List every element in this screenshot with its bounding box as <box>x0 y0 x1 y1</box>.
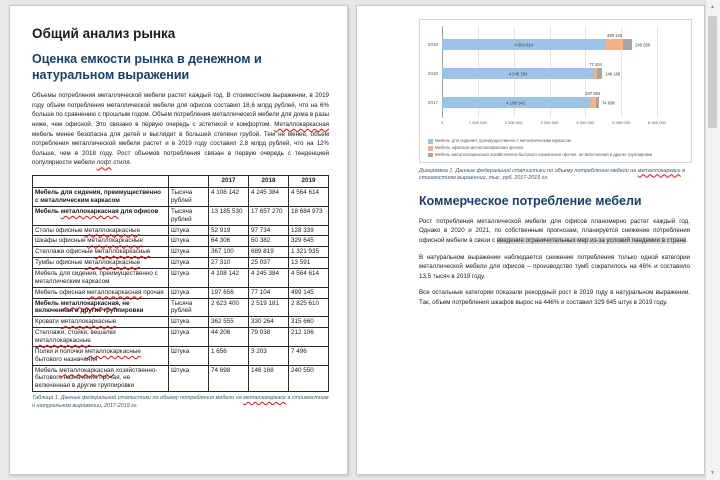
text-run: бытового назначения <box>35 355 98 363</box>
table-header-year: 2017 <box>209 176 249 188</box>
value-cell: 4 108 142 <box>209 268 249 287</box>
table-caption <box>32 395 329 410</box>
table-header-empty-cell <box>169 176 209 188</box>
data-label: 4 108 142 <box>506 100 525 105</box>
value-cell: 74 698 <box>209 365 249 392</box>
text-run: для офисов <box>118 207 159 215</box>
document-page-1[interactable] <box>9 5 348 475</box>
vertical-scrollbar[interactable] <box>705 0 720 480</box>
table-row <box>33 317 329 328</box>
bar-segment[interactable] <box>623 39 632 50</box>
legend-entry <box>428 152 687 159</box>
page-title: Общий анализ рынка <box>32 26 176 41</box>
value-cell: 77 104 <box>249 287 289 298</box>
value-cell: 362 555 <box>209 317 249 328</box>
row-label-cell <box>33 365 169 392</box>
chart-caption <box>419 168 690 183</box>
unit-cell: Штука <box>169 317 209 328</box>
value-cell: 4 245 384 <box>249 188 289 207</box>
unit-cell: Штука <box>169 287 209 298</box>
value-cell: 17 657 270 <box>249 206 289 225</box>
text-run: Мебель для сидения, преимущественно с металлическим каркасом <box>35 269 158 285</box>
value-cell: 329 645 <box>289 236 329 247</box>
text-run: Мебель <box>35 299 61 307</box>
row-label-cell <box>33 206 169 225</box>
value-cell: 79 038 <box>249 328 289 347</box>
unit-cell: Штука <box>169 225 209 236</box>
table-row <box>33 298 329 317</box>
row-label-cell <box>33 317 169 328</box>
row-label-cell <box>33 247 169 258</box>
value-cell: 2 825 610 <box>289 298 329 317</box>
spellcheck-flagged-text: металлокаркасная <box>86 288 142 296</box>
value-cell: 44 206 <box>209 328 249 347</box>
legend-label: Мебель офисная металлокаркасная прочая <box>435 144 523 150</box>
x-tick-label: 3 000 000 <box>540 120 559 125</box>
legend-label: Мебель металлокаркасная хозяйственно-бытового назначения прочая, не включенная в другие группировки <box>435 151 653 157</box>
unit-cell: Тысяча рублей <box>169 206 209 225</box>
value-cell: 330 264 <box>249 317 289 328</box>
unit-cell: Штука <box>169 346 209 365</box>
text-run: хозяйственно-бытового назначения прочая, не включенная в другие группировки <box>35 366 158 390</box>
x-tick-label: 4 000 000 <box>576 120 595 125</box>
spellcheck-flagged-text: металлокаркасные <box>94 248 151 256</box>
value-cell: 4 108 142 <box>209 188 249 207</box>
spellcheck-flagged-text: металлокаркасная <box>60 299 119 307</box>
value-cell: 146 168 <box>249 365 289 392</box>
value-cell: 60 382 <box>249 236 289 247</box>
y-category-label: 2019 <box>427 41 438 47</box>
text-run: Шкафы офисные <box>35 237 88 245</box>
value-cell: 212 106 <box>289 328 329 347</box>
data-label: 499 145 <box>606 33 623 38</box>
paragraph <box>419 253 690 282</box>
text-run: Объемы потребления металлической мебели растет каждый год. В стоимостном выражении, в 2019 году объем потребления металлической мебели для офисов составил 18,6 млрд рублей, что на 6% больше по сравнению с прошлым годом. Объем потребления металлической мебели для дома в разы ниже, чем офисной. Это связано в первую очередь с эстетикой и комфортом. <box>32 92 329 129</box>
text-run: Стеллажи, стойки, вешалки <box>35 329 116 337</box>
data-label: 146 168 <box>605 71 621 76</box>
legend-entry <box>428 138 687 145</box>
table-row <box>33 365 329 392</box>
text-run: Рост потребления металлической мебели для офисов планомерно растет каждый год. Однако в 2020 и 2021, по собственным прогнозам, планируется снижение потребления офисной мебели в связи с <box>419 217 690 244</box>
value-cell: 7 496 <box>289 346 329 365</box>
table-header-year: 2019 <box>289 176 329 188</box>
text-run: стиля. <box>111 159 132 167</box>
table-row <box>33 328 329 347</box>
text-run: , не включенная в другие группировки <box>35 299 144 315</box>
document-page-2[interactable] <box>356 5 705 475</box>
table-row <box>33 346 329 365</box>
text-run: Все остальные категории показали рекордный рост в 2019 году в натуральном выражении. Так, объем потребления шкафов вырос на 446% и составил 329 645 штук в 2019 году. <box>419 289 690 307</box>
row-label-cell <box>33 188 169 207</box>
text-run: Мебель <box>35 366 60 374</box>
bar-chart[interactable] <box>419 19 692 163</box>
data-label: 240 550 <box>635 42 651 47</box>
table-row <box>33 188 329 207</box>
unit-cell: Тысяча рублей <box>169 188 209 207</box>
text-run: в стоимостном и натуральном выражении, 2017-2019 гг. <box>32 395 329 409</box>
text-run: в стоимостном выражении, тыс. руб. 2017-2019 гг. <box>419 167 685 182</box>
bar-segment[interactable] <box>606 39 624 50</box>
paragraph <box>419 217 690 246</box>
value-cell: 1 321 935 <box>289 247 329 258</box>
row-label-cell <box>33 236 169 247</box>
value-cell: 240 550 <box>289 365 329 392</box>
text-run: Кровати <box>35 318 61 326</box>
bar-segment[interactable] <box>597 68 602 79</box>
value-cell: 13 591 <box>289 258 329 269</box>
spellcheck-flagged-text: металлокаркасные <box>35 336 91 344</box>
row-label-cell <box>33 225 169 236</box>
text-run: мебель менее безопасна для детей и выглядит в большей степени грубой. Тем не менее, объем потребления металлической мебели растет и в 2019 году составил 2,8 млрд рублей, что на 12% больше, чем в 2018 году. Рост объемов потребления связан в первую очередь с тенденцией популярности мебели <box>32 130 329 167</box>
table-row <box>33 225 329 236</box>
text-run: Тумбы офисные <box>35 259 85 267</box>
legend-swatch-icon <box>428 139 433 144</box>
spellcheck-flagged-text: металлокаркасные <box>84 259 141 267</box>
data-label: 4 245 384 <box>508 71 528 76</box>
unit-cell: Штука <box>169 247 209 258</box>
value-cell: 2 623 400 <box>209 298 249 317</box>
value-cell: 197 656 <box>209 287 249 298</box>
value-cell: 27 310 <box>209 258 249 269</box>
row-label-cell <box>33 287 169 298</box>
spellcheck-flagged-text: металлокаркасные <box>87 237 144 245</box>
text-run: В натуральном выражении наблюдается снижение потребления только одной категории металлической мебели для офисов – производство тумб сократилось на 46% и составило 13,5 тысяч в 2019 году. <box>419 253 690 280</box>
value-cell: 25 037 <box>249 258 289 269</box>
data-label: 74 698 <box>601 100 615 105</box>
text-run: Полки и полочки <box>35 347 86 355</box>
commercial-paragraphs <box>419 217 690 308</box>
unit-cell: Штука <box>169 268 209 287</box>
value-cell: 128 339 <box>289 225 329 236</box>
table-row <box>33 247 329 258</box>
bar-segment[interactable] <box>596 97 599 108</box>
text-run: Мебель офисная <box>35 288 87 296</box>
data-label: 4 564 614 <box>514 42 534 47</box>
spellcheck-flagged-text: металлокаркасные <box>85 347 141 355</box>
scroll-down-icon[interactable]: ▼ <box>710 470 715 476</box>
text-run: . <box>686 236 689 244</box>
value-cell: 4 245 384 <box>249 268 289 287</box>
y-category-label: 2018 <box>427 70 438 76</box>
text-run: Таблица 1. Данные федеральной статистики по объему потребления мебели на <box>32 395 244 402</box>
table-row <box>33 268 329 287</box>
x-tick-label: 5 000 000 <box>612 120 631 125</box>
value-cell: 18 684 973 <box>289 206 329 225</box>
unit-cell: Штука <box>169 328 209 347</box>
spellcheck-flagged-text: металлокаркасные <box>84 226 141 234</box>
value-cell: 4 564 614 <box>289 188 329 207</box>
highlighted-text: введение ограничительных мер из-за условий пандемии в стране <box>496 236 687 244</box>
spellcheck-flagged-text: Металлокаркасная <box>274 121 329 129</box>
text-run: прочая <box>141 288 164 296</box>
x-tick-label: 2 000 000 <box>504 120 523 125</box>
unit-cell: Штука <box>169 258 209 269</box>
row-label-cell <box>33 298 169 317</box>
text-run: Мебель для сидения, преимущественно с металлическим каркасом <box>35 189 161 204</box>
value-cell: 52 919 <box>209 225 249 236</box>
y-category-label: 2017 <box>427 99 438 105</box>
value-cell: 499 145 <box>289 287 329 298</box>
intro-paragraph <box>32 91 329 168</box>
spellcheck-flagged-text: металлокаркасе <box>243 395 287 402</box>
value-cell: 13 185 530 <box>209 206 249 225</box>
row-label-cell <box>33 328 169 347</box>
row-label-cell <box>33 346 169 365</box>
unit-cell: Штука <box>169 236 209 247</box>
scroll-up-icon[interactable]: ▲ <box>710 4 715 10</box>
legend-label: Мебель для сидения, преимущественно с металлическим каркасом <box>435 138 571 143</box>
value-cell: 64 306 <box>209 236 249 247</box>
spellcheck-flagged-text: лофт <box>96 159 112 167</box>
x-tick-label: 1 000 000 <box>468 120 487 125</box>
chart-legend <box>424 138 687 159</box>
value-cell: 367 100 <box>209 247 249 258</box>
data-label: 197 656 <box>585 91 601 96</box>
spellcheck-flagged-text: металлокаркасная <box>60 207 119 215</box>
section-heading-commercial: Коммерческое потребление мебели <box>419 193 642 208</box>
text-run: Диаграмма 1. Данные федеральной статистики по объему потребления мебели на <box>419 167 638 174</box>
table-header-empty-cell <box>33 176 169 188</box>
table-row <box>33 206 329 225</box>
value-cell: 689 819 <box>249 247 289 258</box>
stats-table <box>32 175 329 392</box>
legend-swatch-icon <box>428 153 433 158</box>
table-row <box>33 236 329 247</box>
legend-swatch-icon <box>428 146 433 151</box>
bar-segment[interactable] <box>589 97 596 108</box>
value-cell: 315 660 <box>289 317 329 328</box>
value-cell: 1 656 <box>209 346 249 365</box>
x-tick-label: 6 000 000 <box>648 120 666 125</box>
legend-entry <box>428 145 687 152</box>
value-cell: 2 519 181 <box>249 298 289 317</box>
value-cell: 4 564 614 <box>289 268 329 287</box>
table-header-year: 2018 <box>249 176 289 188</box>
spellcheck-flagged-text: металлокаркасные <box>60 318 117 326</box>
scrollbar-thumb[interactable] <box>708 16 717 128</box>
table-row <box>33 287 329 298</box>
data-label: 77 104 <box>589 62 602 67</box>
value-cell: 3 203 <box>249 346 289 365</box>
value-cell: 97 734 <box>249 225 289 236</box>
chart-gridline <box>657 26 658 118</box>
paragraph <box>419 288 690 307</box>
text-run: Столы офисные <box>35 226 85 234</box>
unit-cell: Тысяча рублей <box>169 298 209 317</box>
spellcheck-flagged-text: металлокаркасная <box>59 366 114 374</box>
spellcheck-flagged-text: металлокаркасе <box>637 167 681 174</box>
x-tick-label: 0 <box>440 120 444 125</box>
row-label-cell <box>33 268 169 287</box>
chart-plot-area <box>424 26 687 127</box>
unit-cell: Штука <box>169 365 209 392</box>
section-heading-market-capacity: Оценка емкости рынка в денежном и натуральном выражении <box>32 52 262 83</box>
table-header-row <box>33 176 329 188</box>
text-run: Мебель <box>35 207 61 215</box>
table-row <box>33 258 329 269</box>
row-label-cell <box>33 258 169 269</box>
text-run: Стеллажи офисные <box>35 248 95 256</box>
